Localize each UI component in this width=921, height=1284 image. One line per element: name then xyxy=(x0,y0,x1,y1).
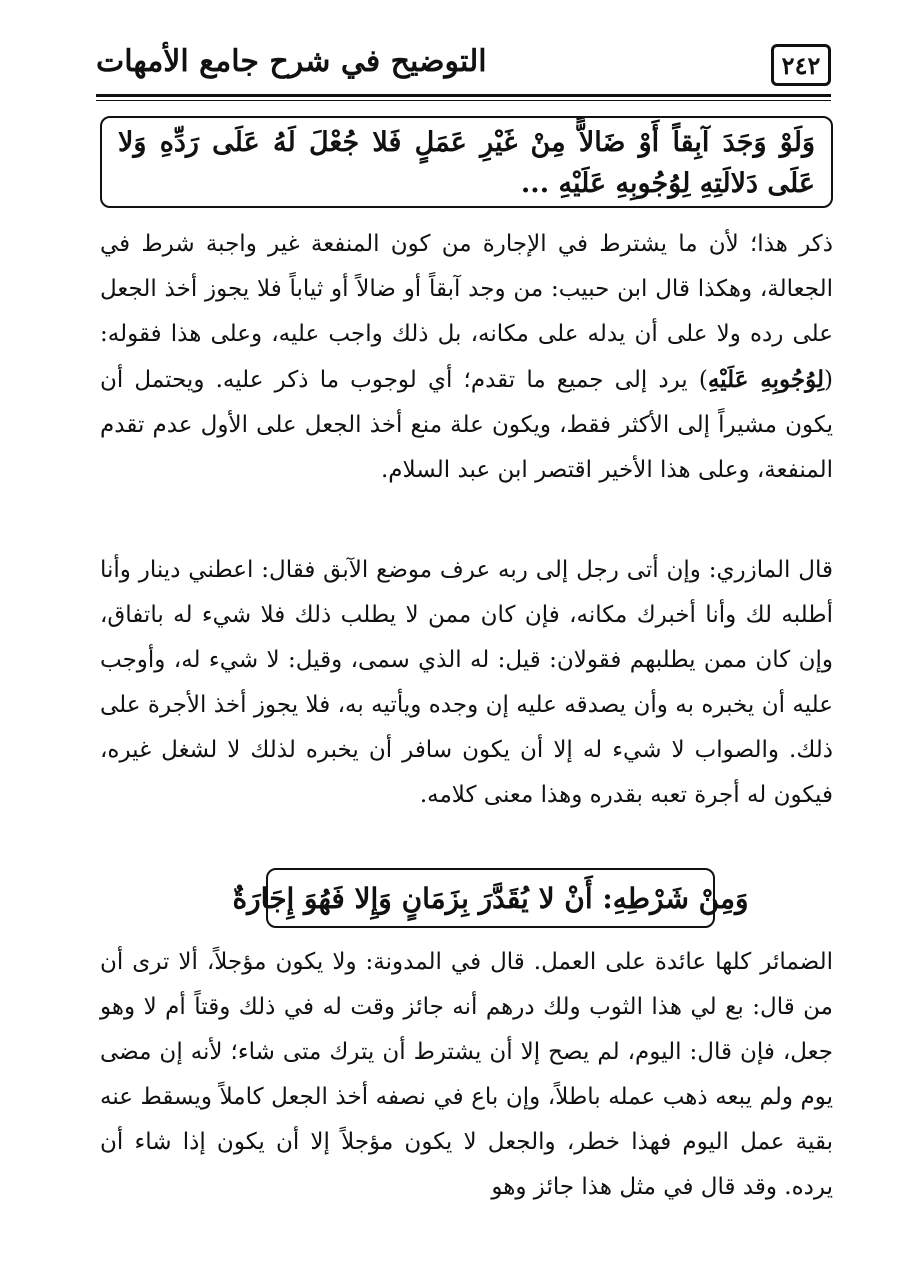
header-rule xyxy=(96,94,831,97)
page-number xyxy=(771,44,831,86)
commentary-paragraph-3: الضمائر كلها عائدة على العمل. قال في المدونة: ولا يكون مؤجلاً، ألا ترى أن من قال: بع لي هذا الثوب ولك درهم أنه جائز وقت له في ذلك وقتاً أم لا وهو جعل، فإن قال: اليوم، لم يصح إلا أن يشترط أن يترك متى شاء؛ لأنه إن مضى يوم ولم يبعه ذهب عمله باطلاً، وإن باع في نصفه أخذ الجعل كاملاً ويسقط عنه بقية عمل اليوم فهذا خطر، والجعل لا يكون مؤجلاً إلا أن يكون إذا شاء أن يرده. وقد قال في مثل هذا جائز وهو xyxy=(100,949,833,1200)
matn-box-2 xyxy=(232,868,749,928)
matn-text-1: وَلَوْ وَجَدَ آبِقاً أَوْ ضَالاًّ مِنْ غَيْرِ عَمَلٍ فَلا جُعْلَ لَهُ عَلَى رَدِّهِ وَلا عَلَى دَلالَتِهِ لِوُجُوبِهِ عَلَيْهِ ... xyxy=(118,127,815,199)
commentary-paragraph-1 xyxy=(100,222,833,493)
page-number-text: ٢٤٢ xyxy=(781,50,821,80)
commentary-paragraph-2: قال المازري: وإن أتى رجل إلى ربه عرف موضع الآبق فقال: اعطني دينار وأنا أطلبه لك وأنا أخبرك مكانه، فإن كان ممن لا يطلب ذلك فلا شيء له باتفاق، وإن كان ممن يطلبهم فقولان: قيل: له الذي سمى، وقيل: لا شيء له، وأوجب عليه أن يخبره به وأن يصدقه عليه إن وجده ويأتيه به، فلا يجوز أخذ الأجرة على ذلك. والصواب لا شيء له إلا أن يكون سافر أن يخبره لذلك لا لشغل غيره، فيكون له أجرة تعبه بقدره وهذا معنى كلامه. xyxy=(100,557,833,808)
matn-text-2: وَمِنْ شَرْطِهِ: أَنْ لا يُقَدَّرَ بِزَمَانٍ وَإِلا فَهُوَ إِجَارَةٌ xyxy=(232,881,749,915)
header-rule-thin xyxy=(96,100,831,101)
commentary-1-after: ) يرد إلى جميع ما تقدم؛ أي لوجوب ما ذكر عليه. ويحتمل أن يكون مشيراً إلى الأكثر فقط، ويكون علة منع أخذ الجعل على الأول عدم تقدم المنفعة، وعلى هذا الأخير اقتصر ابن عبد السلام. xyxy=(100,367,833,483)
commentary-1-quote: لِوُجُوبِهِ عَلَيْهِ xyxy=(707,366,825,393)
running-title: التوضيح في شرح جامع الأمهات xyxy=(96,44,487,79)
commentary-1-before: ذكر هذا؛ لأن ما يشترط في الإجارة من كون المنفعة غير واجبة شرط في الجعالة، وهكذا قال ابن حبيب: من وجد آبقاً أو ضالاً أو ثياباً فلا يجوز أخذ الجعل على رده ولا على أن يدله على مكانه، بل ذلك واجب عليه، وعلى هذا فقوله: ( xyxy=(100,231,834,393)
matn-box-1 xyxy=(100,116,833,208)
